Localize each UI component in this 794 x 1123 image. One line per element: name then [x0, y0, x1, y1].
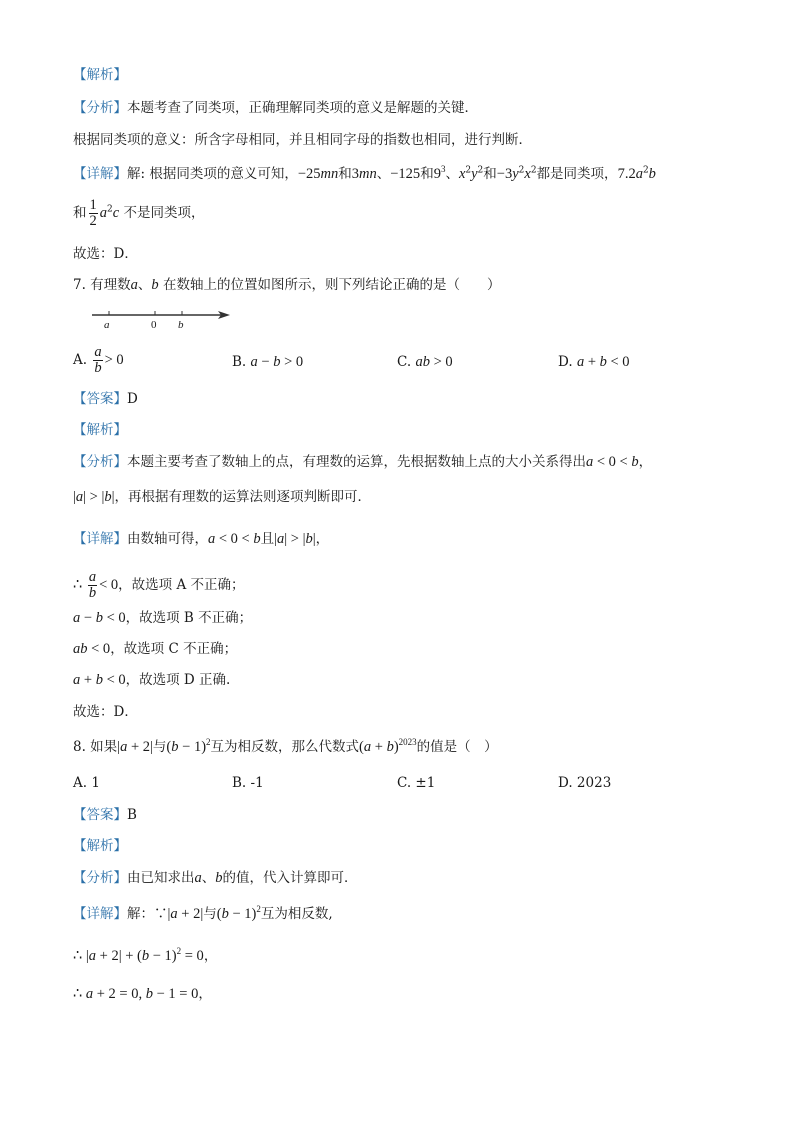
q8-stem-c: 互为相反数，那么代数式 [210, 739, 360, 755]
step-text: ，故选项 D 正确. [125, 672, 231, 688]
label-a: a [104, 319, 110, 331]
q7-stem-a: 7. 有理数 [73, 277, 131, 293]
comma: ， [638, 454, 653, 470]
number-line-svg [92, 306, 232, 336]
xiangjie-line-2: 和 $\frac{1}{2}$ $a^2c$ 不是同类项， [73, 197, 205, 229]
xiangjie-tag: 【详解】 [73, 531, 127, 547]
q8-stem-a: 8. 如果 [73, 739, 118, 755]
q7-step-3: ab < 0，故选项 C 不正确； [73, 641, 238, 657]
q8-stem-d: 的值是（ ） [416, 739, 498, 755]
jiexi-heading-2: 【解析】 [73, 422, 127, 438]
text-tonglei: 都是同类项， [536, 166, 618, 182]
xiangjie-tag: 【详解】 [73, 906, 127, 922]
xiangjie-line-1: 【详解】解: 根据同类项的意义可知，−25mn和3mn、−125和$9^3$、$x^2y^2$和$-3y^2x^2$都是同类项，$7.2a^2b$ [73, 164, 656, 182]
q8-option-c: C. ±1 [397, 775, 436, 791]
fenxi-line-1 [73, 99, 478, 117]
jiexi-heading-3: 【解析】 [73, 838, 127, 854]
text-he: 和 [338, 166, 352, 182]
fraction-a-over-b: $\frac{a}{b}$ [94, 344, 102, 376]
jiexi-heading-1: 【解析】 [73, 67, 127, 83]
q8-xiangjie: 【详解】解：∵|a + 2|与$(b - 1)^2$互为相反数, [73, 904, 333, 922]
step-text: ，故选项 B 不正确； [125, 610, 253, 626]
q7-answer-choice: 故选：D． [73, 704, 138, 720]
q8-answer [73, 806, 137, 824]
q8-option-d: D. 2023 [558, 775, 612, 791]
answer-value: B [127, 807, 137, 823]
q8-fenxi: 【分析】由已知求出a、b的值，代入计算即可． [73, 870, 358, 886]
label-zero: 0 [151, 319, 157, 331]
xiangjie-text: 解: 根据同类项的意义可知， [127, 166, 298, 182]
text-yu: 与 [203, 906, 217, 922]
answer-tag: 【答案】 [73, 391, 127, 407]
fenxi-text: 本题考查了同类项，正确理解同类项的意义是解题的关键． [127, 100, 478, 116]
q7-stem-b: 、 [137, 277, 152, 293]
option-letter: D. [558, 354, 573, 370]
step-text: ，故选项 A 不正确； [118, 577, 245, 593]
xiangjie-text-end: 互为相反数, [260, 906, 333, 922]
q7-answer [73, 390, 138, 408]
text-yu: 与 [152, 739, 167, 755]
step-text: ，故选项 C 不正确； [110, 641, 238, 657]
text-not-like-terms: 不是同类项， [123, 205, 205, 221]
q8-stem: 8. 如果|a + 2|与$(b - 1)^2$互为相反数，那么代数式$(a + b)^{2023}$的值是（ ） [73, 737, 498, 755]
q7-step-1: ∴ $\frac{a}{b}$ < 0，故选项 A 不正确； [73, 569, 245, 601]
q7-option-a: A. $\frac{a}{b}$ > 0 [73, 344, 124, 376]
comma: ， [203, 948, 218, 964]
xiangjie-tag: 【详解】 [73, 166, 127, 182]
option-letter: B. [232, 354, 247, 370]
text-he: 和 [483, 166, 497, 182]
q7-xiangjie: 【详解】由数轴可得，a < 0 < b且|a| > |b|， [73, 531, 330, 547]
label-b: b [178, 319, 184, 331]
fenxi-text-end: 的值，代入计算即可． [222, 870, 358, 886]
text-dun: 、 [201, 870, 216, 886]
fenxi-text: 本题主要考查了数轴上的点，有理数的运算，先根据数轴上点的大小关系得出 [127, 454, 586, 470]
text-dun: 、 [376, 166, 391, 182]
fraction-half: $\frac{1}{2}$ [89, 197, 97, 229]
definition-line: 根据同类项的意义：所含字母相同，并且相同字母的指数也相同，进行判断． [73, 132, 532, 148]
q7-stem-c: 在数轴上的位置如图所示，则下列结论正确的是（ ） [162, 277, 501, 293]
option-letter: A. [73, 352, 88, 368]
q7-fenxi-2: |a| > |b|，再根据有理数的运算法则逐项判断即可． [73, 489, 372, 505]
comma: ， [315, 531, 330, 547]
comma: ， [198, 986, 212, 1002]
q8-option-b: B. -1 [232, 775, 264, 791]
fenxi2-text: ，再根据有理数的运算法则逐项判断即可． [114, 489, 372, 505]
q7-option-c: C. ab > 0 [397, 354, 453, 370]
xiangjie-text: 由数轴可得， [127, 531, 208, 547]
fenxi-tag: 【分析】 [73, 870, 127, 886]
answer-value: D [127, 391, 138, 407]
number-line-figure [92, 306, 232, 336]
q7-option-b: B. a − b > 0 [232, 354, 304, 370]
q8-step-2: ∴ a + 2 = 0, b − 1 = 0， [73, 986, 212, 1002]
q8-step-1: ∴ $|a + 2| + (b - 1)^2 = 0$， [73, 946, 218, 964]
answer-tag: 【答案】 [73, 807, 127, 823]
fenxi-text: 由已知求出 [127, 870, 195, 886]
q7-step-2: a − b < 0，故选项 B 不正确； [73, 610, 253, 626]
answer-choice-line: 故选：D． [73, 246, 138, 262]
text-he: 和 [420, 166, 434, 182]
text-he: 和 [73, 205, 87, 221]
fenxi-tag: 【分析】 [73, 100, 127, 116]
text-dun: 、 [445, 166, 459, 182]
q7-step-4: a + b < 0，故选项 D 正确. [73, 672, 231, 688]
q7-stem: 7. 有理数a、b 在数轴上的位置如图所示，则下列结论正确的是（ ） [73, 277, 501, 293]
q7-fenxi-1: 【分析】本题主要考查了数轴上的点，有理数的运算，先根据数轴上点的大小关系得出a < 0 < b， [73, 454, 653, 470]
fraction-a-over-b: $\frac{a}{b}$ [88, 569, 97, 601]
xiangjie-text: 解：∵ [127, 906, 168, 922]
option-letter: C. [397, 354, 412, 370]
fenxi-tag: 【分析】 [73, 454, 127, 470]
text-qie: 且 [260, 531, 275, 547]
q7-option-d: D. a + b < 0 [558, 354, 630, 370]
q8-option-a: A. 1 [73, 775, 100, 791]
